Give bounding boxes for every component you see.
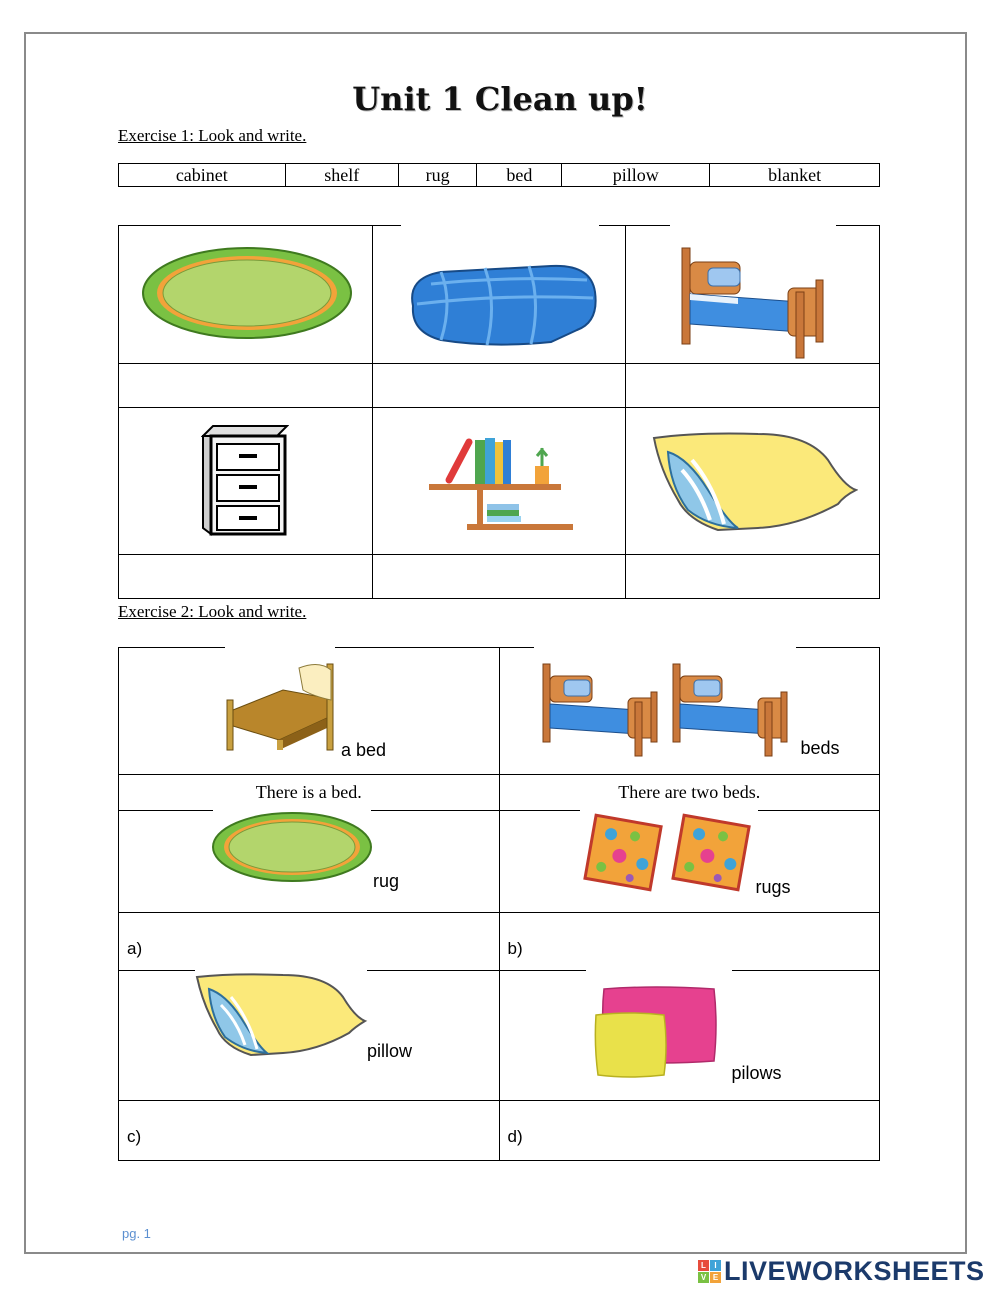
item-b-letter: b) [507,939,523,958]
bed-picture-1 [540,660,660,758]
word-bank-item: cabinet [119,164,286,187]
pillow-picture-small [193,971,369,1061]
example-plural-caption: beds [800,738,840,758]
example-plural-cell [499,648,880,775]
picture-cell [119,226,373,364]
answer-box[interactable] [119,364,373,408]
item-d-picture-cell [499,971,880,1101]
answer-box[interactable] [626,364,880,408]
word-bank-item: rug [398,164,477,187]
logo-letter: L [698,1260,709,1271]
liveworksheets-logo-icon [698,1260,721,1283]
word-bank-item: shelf [285,164,398,187]
example-singular-cell [119,648,500,775]
item-c-caption: pillow [367,1041,413,1061]
logo-letter: E [710,1272,721,1283]
word-bank [118,163,880,187]
logo-letter: I [710,1260,721,1271]
single-bed-picture [223,656,339,752]
item-c-answer-box[interactable] [119,1101,500,1161]
picture-cell [372,408,626,555]
logo-letter: V [698,1272,709,1283]
worksheet-title: Unit 1 Clean up! [352,80,648,118]
exercise-2-heading: Exercise 2: Look and write. [118,602,307,621]
word-bank-item: blanket [710,164,880,187]
bed-picture-2 [670,660,790,758]
picture-cell [119,408,373,555]
bed-picture [678,240,828,362]
two-pillows-picture [594,985,724,1081]
brand-name: LIVEWORKSHEETS [724,1256,985,1286]
liveworksheets-brand[interactable] [698,1256,985,1287]
pillow-picture [648,430,858,538]
item-a-picture-cell [119,811,500,913]
item-b-picture-cell [499,811,880,913]
cabinet-picture [201,424,289,536]
item-a-letter: a) [127,939,143,958]
item-a-caption: rug [373,871,400,891]
example-plural-sentence: There are two beds. [499,775,880,811]
exercise-1-grid [118,225,880,599]
item-a-answer-box[interactable] [119,913,500,971]
picture-cell [626,226,880,364]
two-rugs-picture [580,811,760,893]
word-bank-item: pillow [562,164,710,187]
picture-cell [626,408,880,555]
item-c-letter: c) [127,1127,142,1146]
item-c-picture-cell [119,971,500,1101]
shelf-picture [427,436,575,532]
rug-picture-small [211,811,373,883]
exercise-2-grid [118,647,880,1161]
page-number: pg. 1 [122,1226,151,1241]
item-b-answer-box[interactable] [499,913,880,971]
picture-cell [372,226,626,364]
exercise-1-heading: Exercise 1: Look and write. [118,126,307,145]
example-singular-sentence: There is a bed. [119,775,500,811]
word-bank-item: bed [477,164,562,187]
example-singular-caption: a bed [341,740,387,760]
answer-box[interactable] [626,555,880,599]
item-d-letter: d) [507,1127,523,1146]
item-b-caption: rugs [755,877,791,897]
answer-box[interactable] [372,364,626,408]
answer-box[interactable] [372,555,626,599]
rug-picture [141,246,353,340]
blanket-picture [401,248,601,348]
item-d-caption: pilows [731,1063,782,1083]
answer-box[interactable] [119,555,373,599]
item-d-answer-box[interactable] [499,1101,880,1161]
